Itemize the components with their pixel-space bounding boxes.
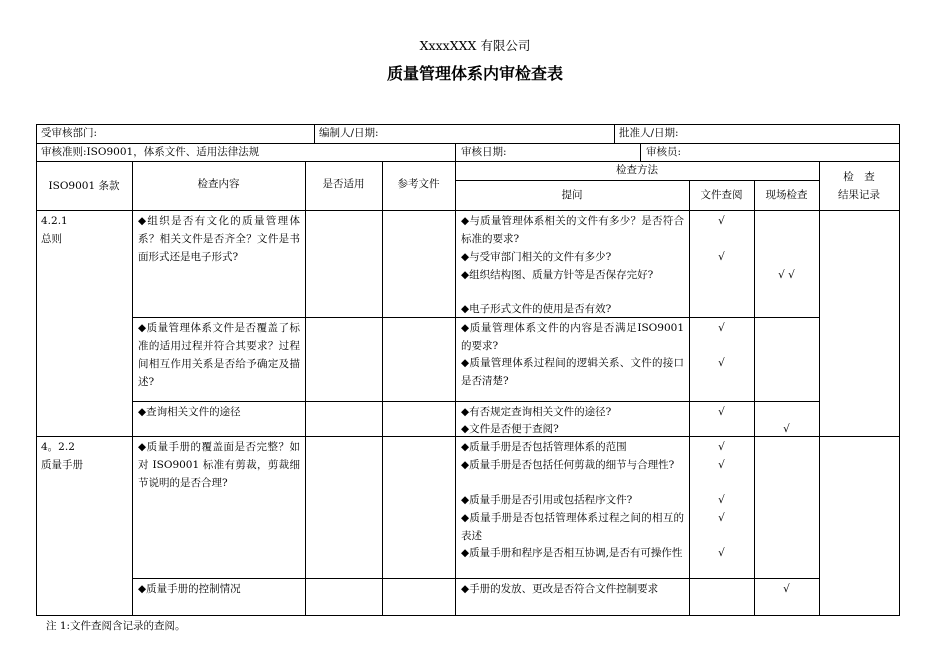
col-divider bbox=[455, 161, 456, 616]
doc-review-check: √ bbox=[718, 459, 725, 471]
col-divider bbox=[314, 124, 315, 143]
document-title: 质量管理体系内审检查表 bbox=[386, 64, 563, 83]
col-header-method: 检查方法 bbox=[616, 164, 658, 176]
question-item: ◆质量管理体系文件的内容是否满足ISO9001 的要求? bbox=[461, 322, 684, 352]
col-header-reference: 参考文件 bbox=[397, 178, 440, 190]
question-item: ◆电子形式文件的使用是否有效? bbox=[461, 303, 612, 315]
col-header-clause: ISO9001 条款 bbox=[48, 180, 120, 192]
header-bottom bbox=[36, 210, 900, 211]
table-border-right bbox=[899, 124, 900, 616]
col-divider bbox=[382, 161, 383, 616]
criteria-label: 审核准则:ISO9001，体系文件、适用法律法规 bbox=[41, 146, 260, 158]
question-item: ◆质量手册是否包括管理体系的范围 bbox=[461, 441, 627, 453]
question-item: ◆质量手册和程序是否相互协调,是否有可操作性 bbox=[461, 547, 683, 559]
col-divider bbox=[455, 143, 456, 161]
clause-name: 质量手册 bbox=[41, 459, 83, 471]
check-content: ◆质量管理体系文件是否覆盖了标准的适用过程并符合其要求？过程间相互作用关系是否给予确定及描述? bbox=[138, 322, 300, 388]
question-item: ◆与质量管理体系相关的文件有多少？是否符合标准的要求? bbox=[461, 215, 684, 245]
footnote: 注 1:文件查阅含记录的查阅。 bbox=[46, 620, 186, 632]
table-border-left bbox=[36, 124, 37, 616]
clause-name: 总则 bbox=[41, 233, 62, 245]
check-content: ◆查询相关文件的途径 bbox=[138, 406, 241, 418]
col-divider bbox=[614, 124, 615, 143]
doc-review-check: √ bbox=[718, 441, 725, 453]
question-item: ◆与受审部门相关的文件有多少? bbox=[461, 251, 612, 263]
question-item: ◆质量手册是否包括任何剪裁的细节与合理性? bbox=[461, 459, 675, 471]
group-divider bbox=[132, 401, 819, 402]
check-content: ◆组织是否有文化的质量管理体系？相关文件是否齐全？文件是书面形式还是电子形式? bbox=[138, 215, 300, 263]
question-item: ◆文件是否便于查阅? bbox=[461, 423, 559, 435]
question-item: ◆质量手册是否引用或包括程序文件? bbox=[461, 494, 633, 506]
site-check-check: √ √ bbox=[778, 269, 795, 281]
table-border-top bbox=[36, 124, 900, 125]
doc-review-check: √ bbox=[718, 406, 725, 418]
approver-label: 批准人/日期: bbox=[619, 127, 679, 139]
site-check-check: √ bbox=[783, 423, 790, 435]
editor-label: 编制人/日期: bbox=[319, 127, 379, 139]
col-header-result: 结果记录 bbox=[838, 189, 880, 201]
method-divider bbox=[455, 180, 819, 181]
doc-review-check: √ bbox=[718, 357, 725, 369]
doc-review-check: √ bbox=[718, 547, 725, 559]
group-divider bbox=[132, 578, 819, 579]
col-divider bbox=[819, 161, 820, 616]
col-header-question: 提问 bbox=[561, 189, 583, 201]
check-content: ◆质量手册的覆盖面是否完整？如对 ISO9001 标准有剪裁，剪裁细节说明的是否合理? bbox=[138, 441, 300, 489]
col-divider bbox=[305, 161, 306, 616]
doc-review-check: √ bbox=[718, 512, 725, 524]
doc-review-check: √ bbox=[718, 494, 725, 506]
question-item: ◆组织结构图、质量方针等是否保存完好? bbox=[461, 269, 654, 281]
company-name: XxxxXXX 有限公司 bbox=[419, 38, 531, 53]
question-item: ◆手册的发放、更改是否符合文件控制要求 bbox=[461, 583, 659, 595]
dept-label: 受审核部门: bbox=[41, 127, 98, 139]
col-header-result: 检 查 bbox=[843, 171, 875, 183]
doc-review-check: √ bbox=[718, 251, 725, 263]
question-item: ◆质量管理体系过程间的逻辑关系、文件的接口是否清楚? bbox=[461, 357, 684, 387]
col-divider bbox=[640, 143, 641, 161]
doc-review-check: √ bbox=[718, 215, 725, 227]
question-item: ◆质量手册是否包括管理体系过程之间的相互的表述 bbox=[461, 512, 684, 542]
audit-checklist-table bbox=[36, 124, 900, 616]
audit-date-label: 审核日期: bbox=[461, 146, 507, 158]
col-header-applicable: 是否适用 bbox=[322, 178, 365, 190]
clause-number: 4。2.2 bbox=[41, 441, 75, 453]
col-header-site-check: 现场检查 bbox=[765, 189, 808, 201]
question-item: ◆有否规定查询相关文件的途径? bbox=[461, 406, 612, 418]
table-border-bottom bbox=[36, 615, 900, 616]
check-content: ◆质量手册的控制情况 bbox=[138, 583, 241, 595]
col-header-doc-review: 文件查阅 bbox=[700, 189, 743, 201]
doc-review-check: √ bbox=[718, 322, 725, 334]
auditor-label: 审核员: bbox=[646, 146, 682, 158]
col-divider bbox=[754, 180, 755, 616]
clause-number: 4.2.1 bbox=[41, 215, 68, 227]
col-header-content: 检查内容 bbox=[197, 178, 240, 190]
col-divider bbox=[132, 161, 133, 616]
site-check-check: √ bbox=[783, 583, 790, 595]
